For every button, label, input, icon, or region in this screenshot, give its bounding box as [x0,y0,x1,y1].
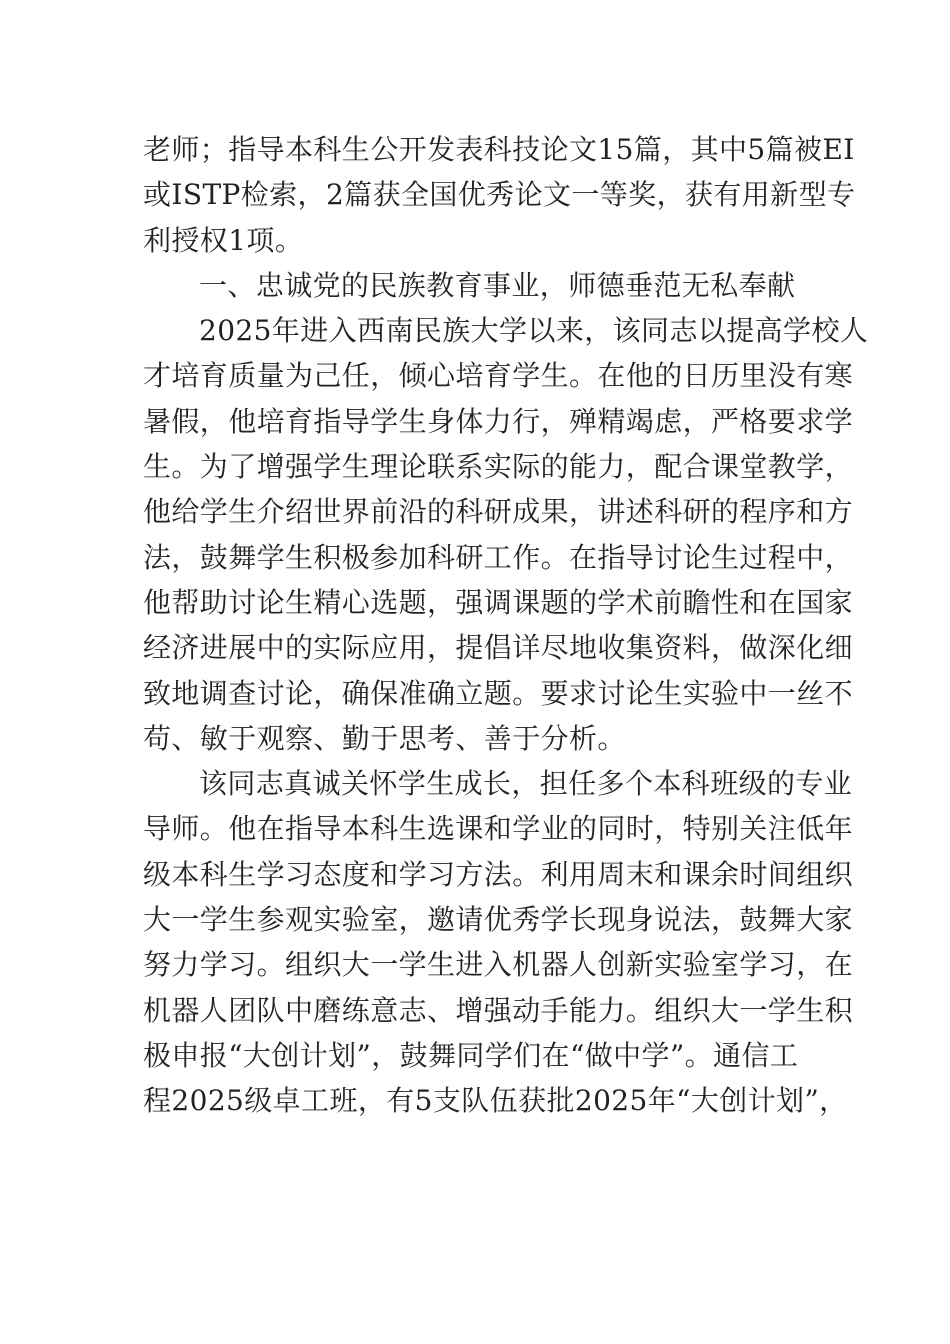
text-line: 机器人团队中磨练意志、增强动手能力。组织大一学生积 [143,993,854,1027]
text-line: 或ISTP检索，2篇获全国优秀论文一等奖，获有用新型专 [143,178,856,212]
text-line: 苟、敏于观察、勤于思考、善于分析。 [143,721,626,755]
text-line: 老师；指导本科生公开发表科技论文15篇，其中5篇被EI [143,133,855,166]
text-line: 该同志真诚关怀学生成长，担任多个本科班级的专业 [199,767,853,801]
text-line: 他给学生介绍世界前沿的科研成果，讲述科研的程序和方 [143,495,854,529]
text-line: 程2025级卓工班，有5支队伍获批2025年“大创计划”， [143,1084,848,1118]
text-line: 经济进展中的实际应用，提倡详尽地收集资料，做深化细 [143,631,854,665]
text-line: 2025年进入西南民族大学以来，该同志以提高学校人 [199,314,869,348]
section-heading: 一、忠诚党的民族教育事业，师德垂范无私奉献 [199,268,796,302]
text-line: 生。为了增强学生理论联系实际的能力，配合课堂教学， [143,450,854,484]
text-line: 利授权1项。 [143,223,304,257]
text-line: 努力学习。组织大一学生进入机器人创新实验室学习，在 [143,948,854,982]
text-line: 才培育质量为己任，倾心培育学生。在他的日历里没有寒 [143,359,854,393]
document-body [143,127,869,1124]
text-line: 他帮助讨论生精心选题，强调课题的学术前瞻性和在国家 [143,585,854,619]
text-line: 法，鼓舞学生积极参加科研工作。在指导讨论生过程中， [143,540,854,574]
text-line: 暑假，他培育指导学生身体力行，殚精竭虑，严格要求学 [143,404,854,438]
text-line: 致地调查讨论，确保准确立题。要求讨论生实验中一丝不 [143,676,854,710]
text-line: 级本科生学习态度和学习方法。利用周末和课余时间组织 [143,857,854,891]
text-line: 极申报“大创计划”，鼓舞同学们在“做中学”。通信工 [143,1038,799,1072]
text-line: 大一学生参观实验室，邀请优秀学长现身说法，鼓舞大家 [143,903,854,937]
text-line: 导师。他在指导本科生选课和学业的同时，特别关注低年 [143,812,854,846]
